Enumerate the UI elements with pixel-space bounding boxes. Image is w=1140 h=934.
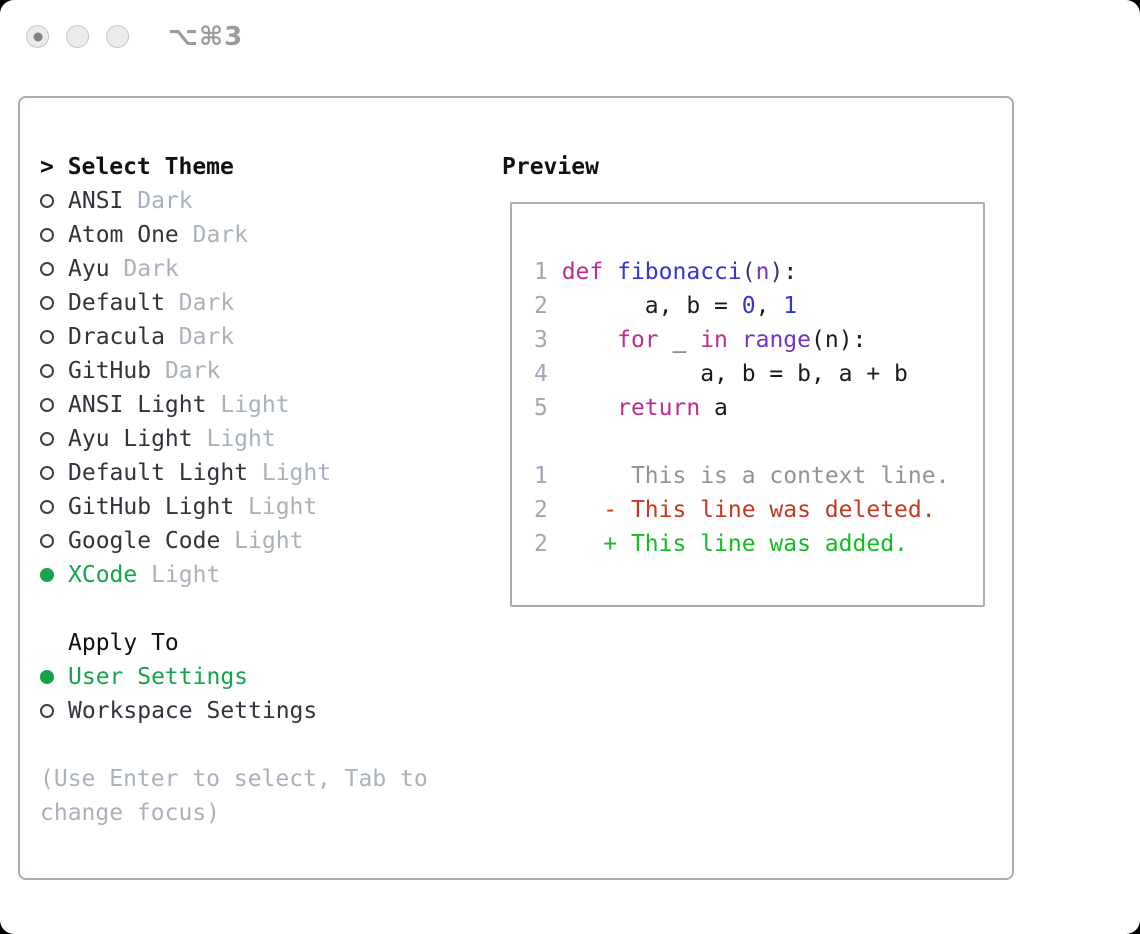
- option-label: Default: [68, 290, 165, 316]
- option-label: ANSI Light: [68, 392, 207, 418]
- radio-selected-icon[interactable]: [40, 670, 54, 684]
- variant-label: Light: [261, 460, 332, 486]
- code-line: 1 This is a context line.: [534, 463, 950, 489]
- theme-picker-panel: [18, 96, 1014, 880]
- apply-to-header: Apply To: [68, 630, 179, 656]
- hint-line-1: (Use Enter to select, Tab to: [40, 766, 428, 792]
- option-label: Google Code: [68, 528, 221, 554]
- option-label: Dracula: [68, 324, 165, 350]
- select-theme-header: > Select Theme: [40, 154, 234, 180]
- option-label: GitHub: [68, 358, 152, 384]
- variant-label: Light: [151, 562, 221, 588]
- theme-item-ansi-light[interactable]: [40, 388, 428, 422]
- radio-icon[interactable]: [40, 296, 54, 310]
- radio-icon[interactable]: [40, 364, 54, 378]
- theme-item-ayu[interactable]: [40, 252, 428, 286]
- option-label: Workspace Settings: [68, 698, 318, 724]
- radio-icon[interactable]: [40, 704, 54, 718]
- theme-item-ayu-light[interactable]: [40, 422, 428, 456]
- code-line: 2 + This line was added.: [534, 531, 908, 557]
- apply-to-list: [40, 660, 428, 728]
- theme-list: [40, 184, 428, 592]
- theme-item-github[interactable]: [40, 354, 428, 388]
- theme-item-google-code[interactable]: [40, 524, 428, 558]
- variant-label: Light: [248, 494, 318, 520]
- preview-pane: [510, 202, 985, 607]
- variant-label: Dark: [123, 256, 179, 282]
- apply-to-section: [40, 626, 428, 728]
- theme-list-column: [40, 150, 428, 830]
- window-title: ⌥⌘3: [168, 22, 244, 52]
- radio-icon[interactable]: [40, 432, 54, 446]
- theme-item-ansi[interactable]: [40, 184, 428, 218]
- apply-item-user-settings[interactable]: [40, 660, 428, 694]
- radio-icon[interactable]: [40, 262, 54, 276]
- radio-icon[interactable]: [40, 330, 54, 344]
- apply-item-workspace-settings[interactable]: [40, 694, 428, 728]
- code-line: 1 def fibonacci(n):: [534, 259, 798, 285]
- radio-icon[interactable]: [40, 228, 54, 242]
- variant-label: Light: [206, 426, 276, 452]
- radio-icon[interactable]: [40, 534, 54, 548]
- active-window-dot-icon: [33, 32, 42, 41]
- theme-item-default[interactable]: [40, 286, 428, 320]
- code-line: 4 a, b = b, a + b: [534, 361, 908, 387]
- variant-label: Light: [234, 528, 304, 554]
- radio-icon[interactable]: [40, 466, 54, 480]
- option-label: XCode: [68, 562, 138, 588]
- radio-icon[interactable]: [40, 398, 54, 412]
- option-label: Default Light: [68, 460, 249, 486]
- code-line: 3 for _ in range(n):: [534, 327, 867, 353]
- option-label: ANSI: [68, 188, 124, 214]
- variant-label: Dark: [164, 358, 221, 384]
- code-line: 2 - This line was deleted.: [534, 497, 936, 523]
- keyboard-hint: [40, 762, 428, 830]
- variant-label: Dark: [178, 290, 235, 316]
- option-label: Ayu: [68, 256, 110, 282]
- close-window-button[interactable]: [26, 25, 49, 48]
- preview-header: Preview: [502, 154, 599, 180]
- preview-code: [534, 255, 949, 561]
- theme-item-xcode[interactable]: [40, 558, 428, 592]
- variant-label: Dark: [178, 324, 235, 350]
- hint-line-2: change focus): [40, 800, 221, 826]
- variant-label: Light: [220, 392, 290, 418]
- theme-item-dracula[interactable]: [40, 320, 428, 354]
- theme-item-github-light[interactable]: [40, 490, 428, 524]
- option-label: User Settings: [68, 664, 249, 690]
- radio-icon[interactable]: [40, 500, 54, 514]
- option-label: Atom One: [68, 222, 179, 248]
- variant-label: Dark: [192, 222, 249, 248]
- variant-label: Dark: [137, 188, 193, 214]
- radio-selected-icon[interactable]: [40, 568, 54, 582]
- window-controls: [26, 25, 129, 48]
- option-label: GitHub Light: [68, 494, 235, 520]
- code-line: 2 a, b = 0, 1: [534, 293, 798, 319]
- option-label: Ayu Light: [68, 426, 193, 452]
- code-line: 5 return a: [534, 395, 728, 421]
- theme-item-atom-one[interactable]: [40, 218, 428, 252]
- theme-item-default-light[interactable]: [40, 456, 428, 490]
- maximize-window-button[interactable]: [106, 25, 129, 48]
- radio-icon[interactable]: [40, 194, 54, 208]
- minimize-window-button[interactable]: [66, 25, 89, 48]
- code-line: [534, 425, 949, 459]
